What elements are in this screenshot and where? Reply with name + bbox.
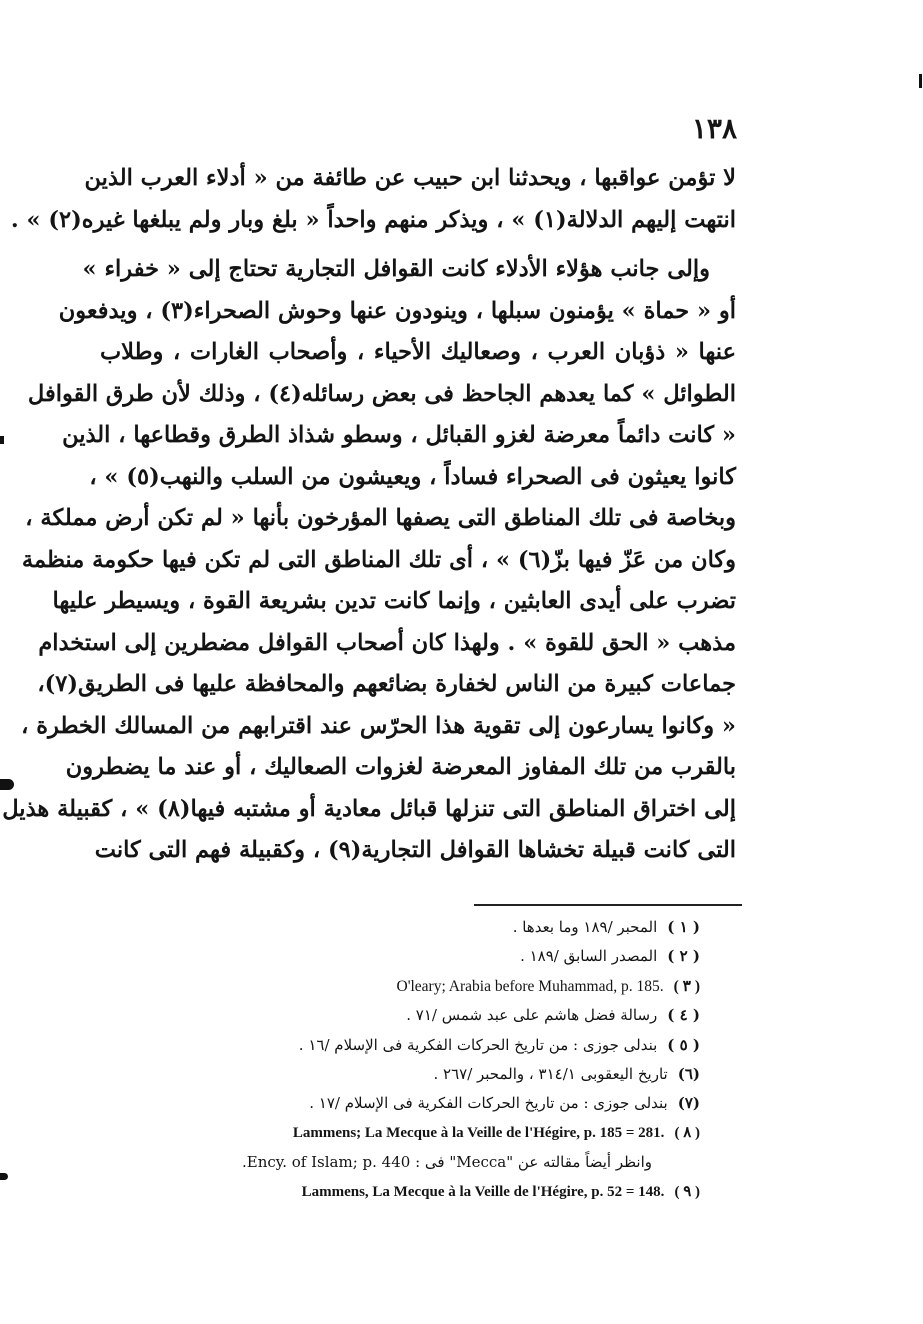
footnote-number: ( ٨ ) — [674, 1124, 700, 1141]
footnote-number: ( ٢ ) — [667, 947, 700, 966]
footnote-item — [150, 1031, 700, 1060]
footnote-item — [150, 1001, 700, 1030]
footnote-text: Lammens, La Mecque à la Veille de l'Hégire, p. 52 = 148. — [301, 1183, 665, 1200]
body-line: الطوائل » كما يعدهم الجاحظ فى بعض رسائله(٤) ، وذلك لأن طرق القوافل — [27, 380, 736, 407]
body-line: انتهت إليهم الدلالة(١) » ، ويذكر منهم واحداً « بلغ وبار ولم يبلغها غيره(٢) » . — [10, 206, 736, 233]
body-line: مذهب « الحق للقوة » . ولهذا كان أصحاب القوافل مضطرين إلى استخدام — [38, 629, 736, 656]
footnote-divider — [474, 904, 742, 906]
footnote-item — [150, 1060, 700, 1089]
footnote-number: (٦) — [677, 1064, 700, 1083]
footnote-text: Lammens; La Mecque à la Veille de l'Hégire, p. 185 = 281. — [292, 1124, 665, 1141]
body-line: وإلى جانب هؤلاء الأدلاء كانت القوافل التجارية تحتاج إلى « خفراء » — [82, 256, 710, 282]
body-line: التى كانت قبيلة تخشاها القوافل التجارية(٩) ، وكقبيلة فهم التى كانت — [94, 837, 736, 863]
body-line: جماعات كبيرة من الناس لخفارة بضائعهم والمحافظة عليها فى الطريق(٧)، — [37, 671, 736, 697]
footnote-item — [150, 1119, 700, 1148]
body-text — [2, 158, 736, 872]
footnote-item — [150, 972, 700, 1001]
footnote-number: ( ٩ ) — [674, 1183, 700, 1200]
page-number: ١٣٨ — [691, 112, 737, 145]
footnote-text: وانظر أيضاً مقالته عن "Mecca" فى : Ency. of Islam; p. 440. — [241, 1153, 652, 1172]
body-line: لا تؤمن عواقبها ، ويحدثنا ابن حبيب عن طائفة من « أدلاء العرب الذين — [84, 165, 736, 191]
footnote-text: بندلى جوزى : من تاريخ الحركات الفكرية فى الإسلام /١٧ . — [309, 1094, 668, 1113]
body-line: وبخاصة فى تلك المناطق التى يصفها المؤرخون بأنها « لم تكن أرض مملكة ، — [25, 505, 736, 531]
body-line: أو « حماة » يؤمنون سبلها ، وينودون عنها وحوش الصحراء(٣) ، ويدفعون — [58, 297, 736, 324]
footnote-number: ( ٥ ) — [667, 1035, 700, 1054]
footnote-number: ( ٤ ) — [667, 1006, 700, 1025]
footnote-item — [150, 1148, 700, 1177]
body-line: وكان من عَزّ فيها بزّ(٦) » ، أى تلك المناطق التى لم تكن فيها حكومة منظمة — [21, 546, 736, 573]
body-line: كانوا يعيثون فى الصحراء فساداً ، ويعيشون من السلب والنهب(٥) » ، — [89, 463, 736, 490]
footnote-text: تاريخ اليعقوبى ٣١٤/١ ، والمحبر /٢٦٧ . — [433, 1064, 668, 1083]
footnote-text: O'leary; Arabia before Muhammad, p. 185. — [396, 977, 664, 995]
footnotes — [150, 913, 700, 1207]
footnote-item — [150, 1178, 700, 1207]
scan-edge-mark — [919, 74, 922, 88]
footnote-text: المحبر /١٨٩ وما بعدها . — [512, 918, 658, 936]
body-line: عنها « ذؤبان العرب ، وصعاليك الأحياء ، وأصحاب الغارات ، وطلاب — [100, 339, 736, 365]
footnote-text: بندلى جوزى : من تاريخ الحركات الفكرية فى الإسلام /١٦ . — [298, 1035, 658, 1054]
body-line: بالقرب من تلك المفاوز المعرضة لغزوات الصعاليك ، أو عند ما يضطرون — [65, 754, 736, 780]
footnote-number: (٧) — [677, 1094, 700, 1113]
scan-edge-mark — [0, 436, 4, 444]
body-line: « كانت دائماً معرضة لغزو القبائل ، وسطو شذاذ الطرق وقطاعها ، الذين — [62, 422, 736, 448]
scan-edge-mark — [0, 779, 14, 790]
footnote-number: ( ١ ) — [667, 918, 700, 936]
footnote-text: المصدر السابق /١٨٩ . — [520, 947, 658, 966]
footnote-item — [150, 1089, 700, 1118]
body-line: إلى اختراق المناطق التى تنزلها قبائل معادية أو مشتبه فيها(٨) » ، كقبيلة هذيل — [2, 795, 736, 822]
footnote-item — [150, 913, 700, 942]
body-line: « وكانوا يسارعون إلى تقوية هذا الحرّس عند اقترابهم من المسالك الخطرة ، — [21, 712, 736, 739]
footnote-number: ( ٣ ) — [673, 977, 700, 995]
scan-edge-mark — [0, 1173, 8, 1180]
footnote-item — [150, 942, 700, 971]
body-line: تضرب على أيدى العابثين ، وإنما كانت تدين بشريعة القوة ، ويسيطر عليها — [52, 588, 736, 614]
footnote-text: رسالة فضل هاشم على عبد شمس /٧١ . — [406, 1006, 658, 1025]
